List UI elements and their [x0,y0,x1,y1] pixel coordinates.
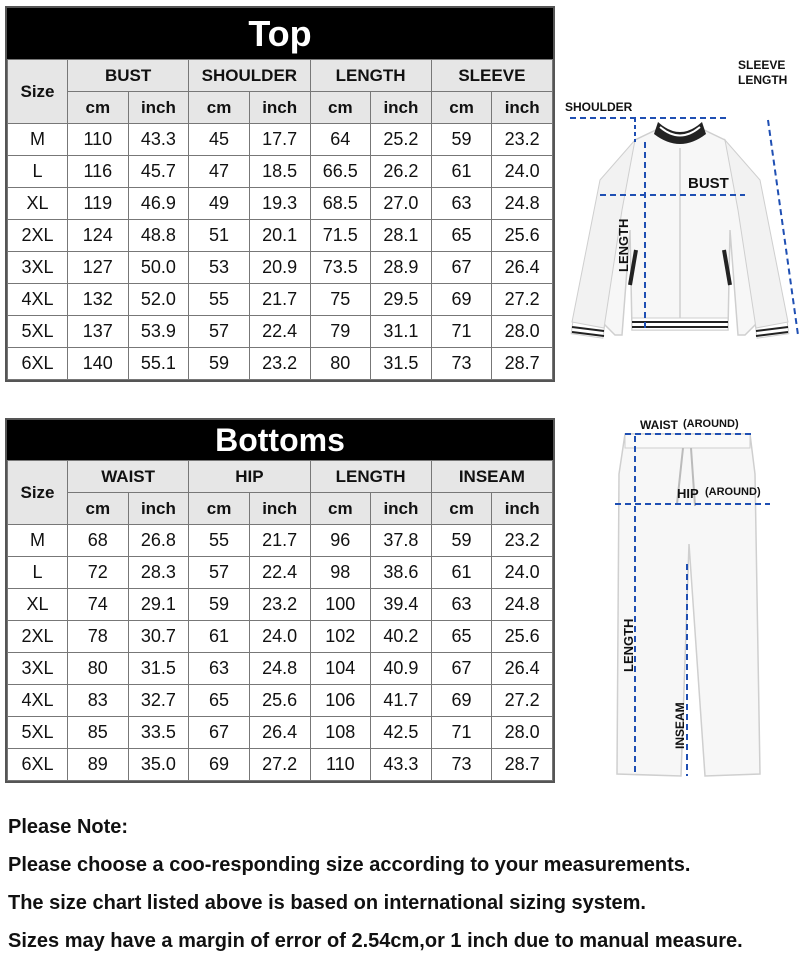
value-cell: 23.2 [249,589,310,621]
value-cell: 31.5 [371,348,432,380]
value-cell: 29.5 [371,284,432,316]
unit-header: cm [189,493,250,525]
value-cell: 100 [310,589,371,621]
value-cell: 59 [431,525,492,557]
pants-length-label: LENGTH [621,618,636,672]
size-cell: 3XL [8,653,68,685]
value-cell: 63 [431,188,492,220]
value-cell: 31.5 [128,653,189,685]
value-cell: 23.2 [249,348,310,380]
table-row [8,557,553,589]
value-cell: 119 [68,188,129,220]
value-cell: 27.2 [249,749,310,781]
value-cell: 79 [310,316,371,348]
unit-header: inch [492,493,553,525]
value-cell: 89 [68,749,129,781]
unit-header: inch [249,92,310,124]
table-row [8,348,553,380]
unit-header: cm [431,493,492,525]
value-cell: 48.8 [128,220,189,252]
value-cell: 132 [68,284,129,316]
hip-label: HIP [677,486,699,501]
size-cell: 2XL [8,220,68,252]
top-size-table [5,6,555,382]
size-cell: XL [8,589,68,621]
value-cell: 37.8 [371,525,432,557]
value-cell: 68 [68,525,129,557]
value-cell: 71 [431,717,492,749]
value-cell: 85 [68,717,129,749]
value-cell: 20.9 [249,252,310,284]
value-cell: 27.0 [371,188,432,220]
value-cell: 18.5 [249,156,310,188]
shoulder-label: SHOULDER [565,100,633,114]
value-cell: 98 [310,557,371,589]
table-row [8,589,553,621]
group-header: SLEEVE [431,60,552,92]
unit-header: cm [68,92,129,124]
value-cell: 28.1 [371,220,432,252]
table-row [8,124,553,156]
value-cell: 71.5 [310,220,371,252]
value-cell: 49 [189,188,250,220]
value-cell: 26.4 [249,717,310,749]
value-cell: 96 [310,525,371,557]
value-cell: 50.0 [128,252,189,284]
sleeve-label-line1: SLEEVE [738,58,786,72]
value-cell: 73 [431,749,492,781]
value-cell: 32.7 [128,685,189,717]
table-row [8,653,553,685]
value-cell: 28.0 [492,316,553,348]
hip-note: (AROUND) [705,486,761,498]
value-cell: 47 [189,156,250,188]
value-cell: 51 [189,220,250,252]
value-cell: 53.9 [128,316,189,348]
value-cell: 69 [189,749,250,781]
group-header: SHOULDER [189,60,310,92]
value-cell: 21.7 [249,284,310,316]
value-cell: 30.7 [128,621,189,653]
unit-header: inch [371,92,432,124]
sleeve-label-line2: LENGTH [738,73,788,87]
value-cell: 59 [189,589,250,621]
value-cell: 57 [189,316,250,348]
bottoms-size-table [5,418,555,783]
value-cell: 108 [310,717,371,749]
value-cell: 45 [189,124,250,156]
value-cell: 29.1 [128,589,189,621]
bust-label: BUST [688,175,729,192]
value-cell: 28.7 [492,348,553,380]
table-row [8,156,553,188]
value-cell: 72 [68,557,129,589]
value-cell: 124 [68,220,129,252]
value-cell: 55 [189,284,250,316]
value-cell: 41.7 [371,685,432,717]
table-row [8,685,553,717]
table-row [8,621,553,653]
size-cell: 6XL [8,749,68,781]
value-cell: 59 [189,348,250,380]
value-cell: 40.2 [371,621,432,653]
value-cell: 73 [431,348,492,380]
jacket-diagram [560,50,800,370]
unit-header: cm [310,92,371,124]
value-cell: 43.3 [128,124,189,156]
value-cell: 106 [310,685,371,717]
inseam-label: INSEAM [673,702,687,749]
size-cell: M [8,124,68,156]
value-cell: 25.6 [249,685,310,717]
value-cell: 27.2 [492,284,553,316]
size-header: Size [8,461,68,525]
unit-header: cm [310,493,371,525]
value-cell: 20.1 [249,220,310,252]
group-header: INSEAM [431,461,552,493]
value-cell: 78 [68,621,129,653]
size-cell: 2XL [8,621,68,653]
table-row [8,220,553,252]
value-cell: 24.0 [492,156,553,188]
note-line-2: The size chart listed above is based on international sizing system. [8,892,646,914]
group-header: LENGTH [310,461,431,493]
notes-section [8,808,798,960]
size-cell: 6XL [8,348,68,380]
table-row [8,284,553,316]
value-cell: 28.9 [371,252,432,284]
unit-header: inch [128,92,189,124]
value-cell: 43.3 [371,749,432,781]
value-cell: 26.4 [492,653,553,685]
pants-diagram [605,414,795,788]
value-cell: 73.5 [310,252,371,284]
value-cell: 26.2 [371,156,432,188]
value-cell: 67 [431,653,492,685]
table-row [8,717,553,749]
value-cell: 137 [68,316,129,348]
header-row-groups [8,60,553,92]
header-row-groups [8,461,553,493]
value-cell: 83 [68,685,129,717]
value-cell: 24.8 [249,653,310,685]
value-cell: 21.7 [249,525,310,557]
note-line-3: Sizes may have a margin of error of 2.54cm,or 1 inch due to manual measure. [8,930,743,952]
value-cell: 55 [189,525,250,557]
bottoms-table-grid [7,460,553,781]
header-row-units [8,92,553,124]
value-cell: 53 [189,252,250,284]
value-cell: 46.9 [128,188,189,220]
value-cell: 33.5 [128,717,189,749]
unit-header: inch [249,493,310,525]
value-cell: 61 [431,557,492,589]
unit-header: inch [492,92,553,124]
value-cell: 22.4 [249,316,310,348]
value-cell: 17.7 [249,124,310,156]
value-cell: 52.0 [128,284,189,316]
size-cell: 4XL [8,284,68,316]
value-cell: 80 [310,348,371,380]
value-cell: 55.1 [128,348,189,380]
value-cell: 140 [68,348,129,380]
value-cell: 104 [310,653,371,685]
unit-header: inch [371,493,432,525]
value-cell: 28.7 [492,749,553,781]
value-cell: 63 [189,653,250,685]
value-cell: 61 [431,156,492,188]
value-cell: 23.2 [492,124,553,156]
value-cell: 38.6 [371,557,432,589]
length-label: LENGTH [616,218,631,272]
group-header: BUST [68,60,189,92]
value-cell: 24.8 [492,589,553,621]
value-cell: 26.4 [492,252,553,284]
size-cell: 4XL [8,685,68,717]
top-table-grid [7,59,553,380]
value-cell: 59 [431,124,492,156]
value-cell: 24.0 [492,557,553,589]
table-row [8,749,553,781]
value-cell: 45.7 [128,156,189,188]
unit-header: cm [68,493,129,525]
size-cell: L [8,557,68,589]
value-cell: 67 [189,717,250,749]
size-cell: XL [8,188,68,220]
value-cell: 71 [431,316,492,348]
value-cell: 25.2 [371,124,432,156]
value-cell: 26.8 [128,525,189,557]
value-cell: 63 [431,589,492,621]
value-cell: 68.5 [310,188,371,220]
jacket-illustration [560,50,800,370]
value-cell: 28.3 [128,557,189,589]
value-cell: 110 [68,124,129,156]
value-cell: 42.5 [371,717,432,749]
value-cell: 127 [68,252,129,284]
group-header: LENGTH [310,60,431,92]
value-cell: 24.8 [492,188,553,220]
size-cell: 5XL [8,316,68,348]
value-cell: 61 [189,621,250,653]
value-cell: 19.3 [249,188,310,220]
unit-header: cm [431,92,492,124]
value-cell: 57 [189,557,250,589]
value-cell: 65 [189,685,250,717]
value-cell: 39.4 [371,589,432,621]
size-cell: L [8,156,68,188]
value-cell: 27.2 [492,685,553,717]
group-header: WAIST [68,461,189,493]
pants-illustration [605,414,795,788]
unit-header: inch [128,493,189,525]
value-cell: 116 [68,156,129,188]
value-cell: 31.1 [371,316,432,348]
top-table-title: Top [7,8,553,59]
value-cell: 23.2 [492,525,553,557]
size-cell: 5XL [8,717,68,749]
size-cell: M [8,525,68,557]
header-row-units [8,493,553,525]
value-cell: 25.6 [492,220,553,252]
value-cell: 69 [431,284,492,316]
value-cell: 102 [310,621,371,653]
notes-heading: Please Note: [8,816,129,838]
group-header: HIP [189,461,310,493]
note-line-1: Please choose a coo-responding size according to your measurements. [8,854,691,876]
table-row [8,525,553,557]
value-cell: 28.0 [492,717,553,749]
value-cell: 75 [310,284,371,316]
size-header: Size [8,60,68,124]
value-cell: 22.4 [249,557,310,589]
value-cell: 24.0 [249,621,310,653]
value-cell: 40.9 [371,653,432,685]
table-row [8,316,553,348]
value-cell: 65 [431,220,492,252]
value-cell: 67 [431,252,492,284]
value-cell: 64 [310,124,371,156]
size-cell: 3XL [8,252,68,284]
bottoms-table-title: Bottoms [7,420,553,460]
value-cell: 65 [431,621,492,653]
value-cell: 66.5 [310,156,371,188]
waist-label: WAIST [640,418,678,432]
value-cell: 110 [310,749,371,781]
table-row [8,252,553,284]
value-cell: 80 [68,653,129,685]
value-cell: 74 [68,589,129,621]
value-cell: 25.6 [492,621,553,653]
value-cell: 35.0 [128,749,189,781]
waist-note: (AROUND) [683,418,739,430]
table-row [8,188,553,220]
unit-header: cm [189,92,250,124]
value-cell: 69 [431,685,492,717]
